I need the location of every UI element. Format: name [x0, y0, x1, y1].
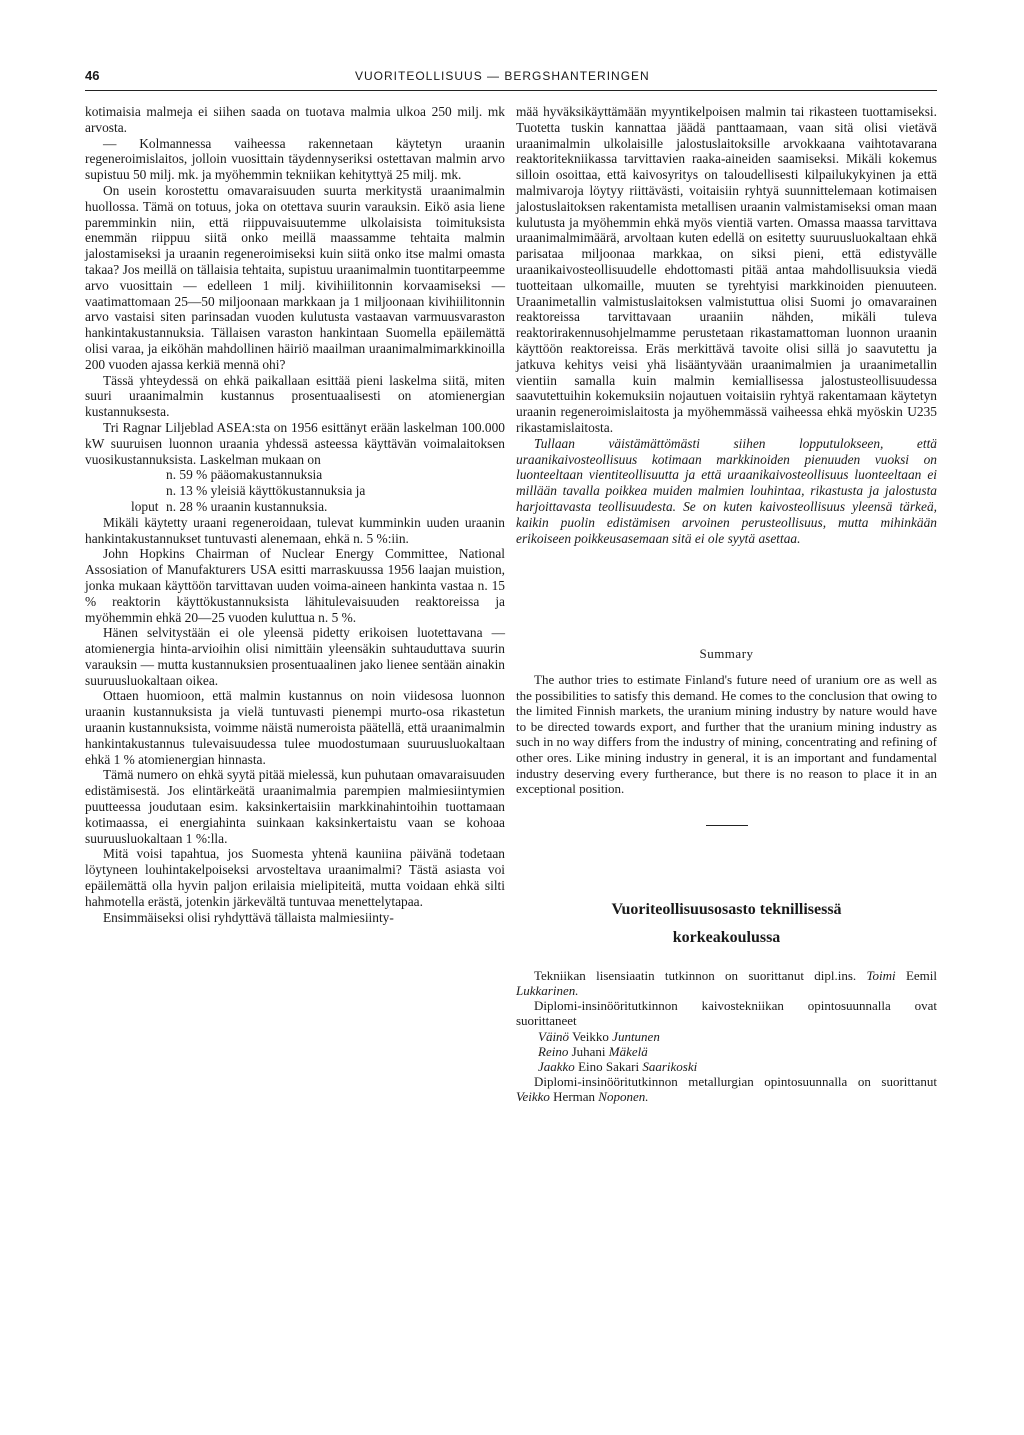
middle-name: Herman [549, 1089, 599, 1105]
middle-name: Juhani [568, 1043, 609, 1059]
graduate-name [516, 1029, 937, 1044]
list-text: n. 59 % pääomakustannuksia [166, 467, 323, 483]
section-title [516, 896, 937, 952]
summary-text: The author tries to estimate Finland's future need of uranium ore as well as the possibilities to satisfy this demand. He comes to the conclusion that owing to the limited Finnish markets, the uranium mining industry by nature would have to be directed towards export, and further that the uranium mining industry as such in no way differs from the industry of mining, concentrating and refining of other ores. Like mining industry in general, it is an important and fundamental industry deserving every furtherance, but there is no reason to place it in an exceptional position. [516, 672, 937, 797]
paragraph: Tässä yhteydessä on ehkä paikallaan esittää pieni laskelma siitä, miten suuri uraanimalmin kustannus prosentuaalisesti on atomienergian kustannuksesta. [85, 372, 505, 420]
announcement [516, 1074, 937, 1104]
summary-heading: Summary [699, 646, 754, 662]
list-label [131, 467, 166, 483]
paragraph: Ensimmäiseksi olisi ryhdyttävä tällaista malmiesiinty- [103, 909, 394, 925]
list-item [131, 483, 505, 499]
conclusion-paragraph: Tullaan väistämättömästi siihen lopputulokseen, että uraanikaivosteollisuus kotimaan markkinoiden pienuuden vuoksi on luonteeltaan vientiteollisuutta ja että uraanikaivosteollisuus luonteeltaan ei millään tavalla poikkea muiden malmien louhintaa, rikastusta ja jalostusta harjoittavasta teollisuudesta. Se on kuten kaivosteollisuus yleensä tärkeä, kaikin puolin edistämisen arvoinen perusteollisuus, mutta mihinkään erikoiseen poikkeusasemaan sitä ei ole syytä asettaa. [516, 435, 937, 546]
paragraph: — Kolmannessa vaiheessa rakennetaan käytetyn uraanin regeneroimislaitos, jolloin vuosittain täydennyseriksi ostettavan malmin arvo supistuu 50 milj. mk. ja myöhemmin tekniikan kehityttyä 25 milj. mk. [85, 135, 505, 183]
right-column [516, 104, 937, 1105]
section-divider [706, 825, 748, 826]
paragraph: Tri Ragnar Liljeblad ASEA:sta on 1956 esittänyt erään laskelman 100.000 kW suuruisen luonnon uraania yhdessä asteessa käyttävän voimalaitoksen vuosikustannuksista. Laskelman mukaan on [85, 419, 505, 467]
first-name: Reino [538, 1043, 569, 1059]
paragraph: Ottaen huomioon, että malmin kustannus on noin viidesosa luonnon uraanin kustannuksista ja vielä tuntuvasti pienempi murto-osa rikastetun uraanin kustannuksista, voimme näistä numeroista päätellä, että uraanimalmin hankintakustannus tulevaisuudessa tulee muodostumaan suuruusluokaltaan ehkä 1 % atomienergian hinnasta. [85, 688, 505, 767]
middle-name: Eino Sakari [574, 1059, 643, 1075]
section-title-line: korkeakoulussa [672, 928, 781, 946]
last-name: Lukkarinen. [516, 983, 579, 999]
middle-name: Eemil [895, 967, 937, 983]
paragraph: Hänen selvitystään ei ole yleensä pidetty erikoisen luotettavana — atomienergia hinta-arvioihin olisi nimittäin yleensäkin suhtauduttava suurin varauksin — mutta kustannuksien prosentuaalinen jako lienee sentään ainakin suuruusluokaltaan oikea. [85, 625, 505, 688]
last-name: Mäkelä [608, 1043, 648, 1059]
first-name: Toimi [866, 967, 896, 983]
last-name: Noponen. [598, 1089, 649, 1105]
list-label [131, 483, 166, 499]
first-name: Veikko [516, 1089, 550, 1105]
list-text: n. 13 % yleisiä käyttökustannuksia ja [166, 483, 366, 499]
list-item [131, 467, 505, 483]
last-name: Saarikoski [642, 1059, 698, 1075]
header-rule [85, 90, 937, 91]
paragraph: kotimaisia malmeja ei siihen saada on tuotava malmia ulkoa 250 milj. mk arvosta. [85, 104, 505, 135]
first-name: Väinö [538, 1028, 570, 1044]
paragraph: Mitä voisi tapahtua, jos Suomesta yhtenä kauniina päivänä todetaan löytyneen louhintakelpoiseksi arvosteltava uraanimalmi? Tästä asiasta voi epäilemättä olla hyvin paljon erilaisia mielipiteitä, mutta voidaan ehkä silti hahmotella erästä, jotenkin järkevältä tuntuvaa menettelytapaa. [85, 846, 505, 909]
announcement: Diplomi-insinööritutkinnon kaivostekniikan opintosuunnalla ovat suorittaneet [516, 998, 937, 1029]
graduate-name [516, 1059, 937, 1074]
graduate-name [516, 1044, 937, 1059]
announcement-text: Diplomi-insinööritutkinnon metallurgian opintosuunnalla on suorittanut [534, 1074, 937, 1090]
paragraph: Tämä numero on ehkä syytä pitää mielessä, kun puhutaan omavaraisuuden edistämisestä. Jos elintärkeätä uraanimalmia parempien malmiesiintymien puutteessa joudutaan esim. kaksinkertaisiin markkinahintoihin tuottamaan kotimaassa, ei energiahinta suinkaan kaksinkertaistu vaan se kohoaa suuruusluokaltaan 1 %:lla. [85, 767, 505, 846]
list-item [131, 499, 505, 515]
paragraph: Mikäli käytetty uraani regeneroidaan, tulevat kumminkin uuden uraanin hankintakustannukset tuntuvasti alenemaan, ehkä n. 5 %:iin. [85, 514, 505, 546]
cost-distribution-list [85, 467, 505, 514]
page-number: 46 [85, 68, 100, 83]
first-name: Jaakko [538, 1059, 575, 1075]
last-name: Juntunen [612, 1028, 660, 1044]
running-title: VUORITEOLLISUUS — BERGSHANTERINGEN [355, 69, 650, 83]
list-label: loput [131, 498, 159, 514]
list-text: n. 28 % uraanin kustannuksia. [166, 498, 328, 514]
left-column [85, 104, 505, 925]
middle-name: Veikko [569, 1028, 613, 1044]
section-title-line: Vuoriteollisuusosasto teknillisessä [611, 900, 842, 918]
paragraph: John Hopkins Chairman of Nuclear Energy Committee, National Assosiation of Manufakturers USA esitti marraskuussa 1956 laajan muistion, jonka mukaan käyttöön tarvittavan uuden voima-aineen hankinta vastaa n. 15 % reaktorin käyttökustannuksista lähitulevaisuuden reaktoreissa ja myöhemmin ehkä 20—25 vuoden kuluttua n. 5 %. [85, 546, 505, 625]
page-header [85, 66, 937, 86]
section-body [516, 968, 937, 1105]
announcement [516, 968, 937, 998]
paragraph: On usein korostettu omavaraisuuden suurta merkitystä uraanimalmin huollossa. Tämä on totuus, joka on otettava suurin varauksin. Eikö asia liene paremminkin niin, että riippuvaisuutemme ulkolaisista toimituksista enemmän riippuu siitä onko meillä maassamme tehtaita malmin jalostamiseksi ja uraanin regeneroimiseksi kuin siitä onko itse malmi omasta takaa? Jos meillä on tällaisia tehtaita, supistuu uraanimalmin tuontitarpeemme arvo vuosittain — edelleen 1 milj. kivihiilitonnin korvaamiseksi — vaatimattomaan 25—50 miljoonaan markkaan ja 1 miljoonaan kivihiilitonnin arvo vastaisi siten parinsadan vuoden kulutusta vastaavan varmuusvaraston hankintakustannuksia. Tällaisen varaston hankintaan Suomella epäilemättä olisi varaa, ja eiköhän mahdollinen häiriö maailman uraanimalmimarkkinoilla 200 vuoden ajassa kerkiä mennä ohi? [85, 182, 505, 372]
paragraph: mää hyväksikäyttämään myyntikelpoisen malmin tai rikasteen tuottamiseksi. Tuotetta tuskin kannattaa jäädä panttaamaan, vaan sitä olisi vietävä uraanimalmin ulkolaisille jalostuslaitoksille arvokkaana vaihtotavarana reaktoritekniikassa tarvittavien raaka-aineiden saamiseksi. Mikäli kokemus silloin osoittaa, että kaivosyritys on taloudellisesti kilpailukykyinen ja että malmivaroja löytyy riittävästi, voitaisiin ryhtyä suunnittelemaan kotimaisen jalostuslaitoksen rakentamista metallisen uraanin valmistamiseksi oman maan kulutusta ja myöhemmin ehkä myös vientiä varten. Omassa maassa tarvittava uraanimalmimäärä, arvoltaan kuten edellä on esitetty suuruusluokaltaan ehkä parisataa miljoonaa markkaa, on siksi pieni, että edistyvälle uraanikaivosteollisuudelle ehdottomasti pitää antaa mahdollisuuksia viedä tuotteitaan ulkomaille, muuten se tyrehtyisi markkinoiden pienuuteen. Uraanimetallin valmistuslaitoksen valmistuttua olisi Suomi jo omavarainen reaktoreissa tarvittavaan uraaniin nähden, mikäli tuleva reaktorirakennusohjelmamme perustetaan rikastamattoman luonnon uraanin käyttöön reaktoreissa. Eräs merkittävä tavoite olisi sillä jo saavutettu ja jatkuva kehitys veisi yhä lisääntyvään uraanimalmien ja uraanimetallin vientiin samalla kuin malmin kemiallisessa jalostusteollisuudessa saavutettuihin kokemuksiin nojautuen voitaisiin ryhtyä rakentamaan käytetyn uraanin regeneroimislaitosta ja myöhemmässä vaiheessa ehkä myöskin U235 rikastamislaitosta. [516, 104, 937, 435]
announcement-text: Tekniikan lisensiaatin tutkinnon on suorittanut dipl.ins. [534, 967, 857, 983]
